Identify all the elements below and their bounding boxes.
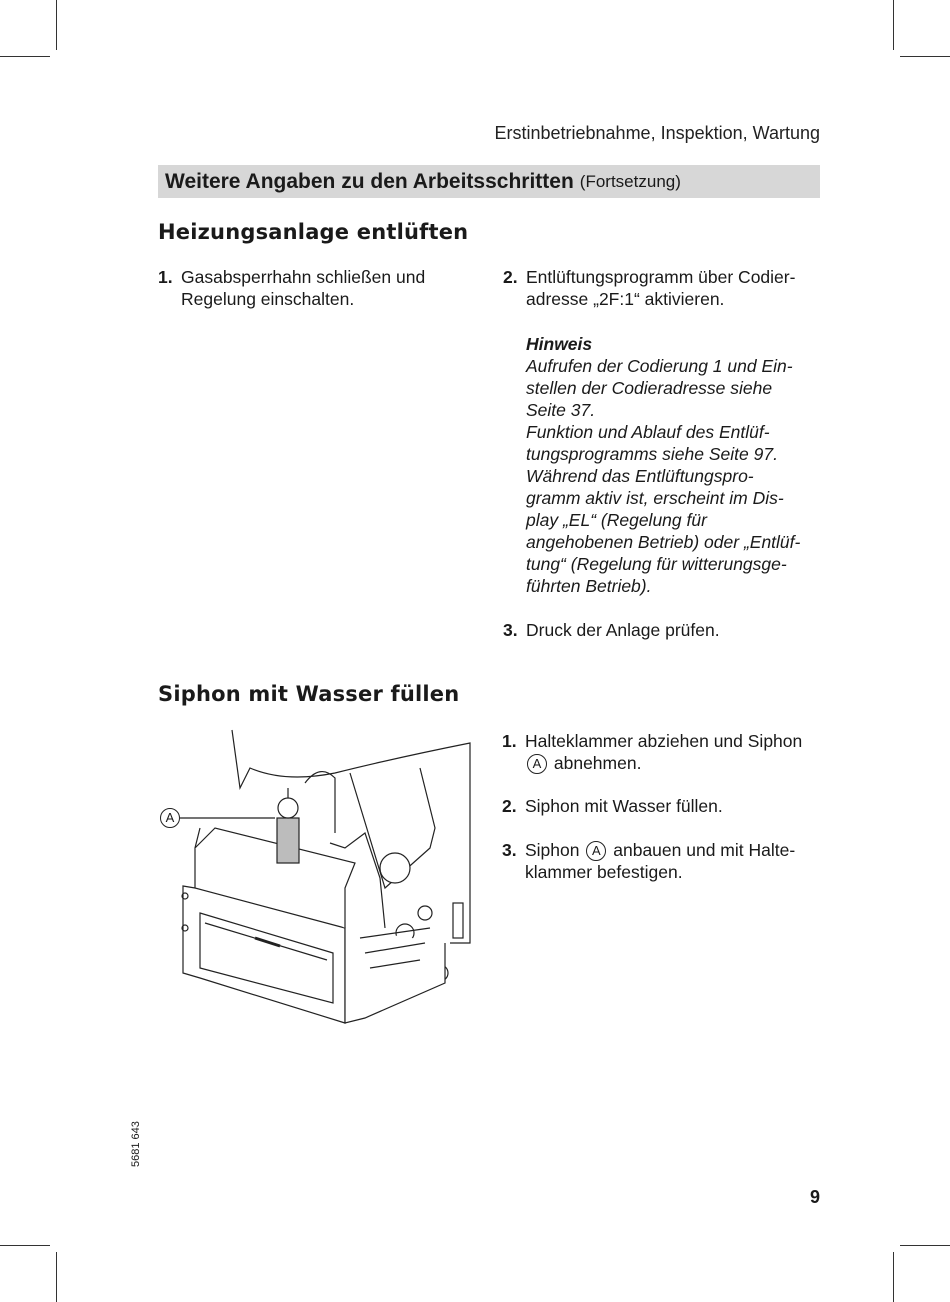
crop-mark	[893, 0, 894, 50]
figure-marker-a: A	[160, 808, 180, 828]
section-title: Weitere Angaben zu den Arbeitsschritten	[165, 169, 574, 193]
heading-siphon: Siphon mit Wasser füllen	[158, 682, 460, 706]
section-title-bar	[158, 165, 820, 198]
siphon-step-1	[502, 730, 832, 774]
page-number: 9	[809, 1187, 820, 1207]
step-text: Entlüftungsprogramm über Codier- adresse „2F:1“ aktivieren.	[526, 267, 796, 309]
crop-mark	[893, 1252, 894, 1302]
marker-a: A	[527, 754, 547, 774]
crop-mark	[56, 0, 57, 50]
crop-mark	[56, 1252, 57, 1302]
step-text-part: Halteklammer abziehen und Siphon	[525, 731, 803, 751]
step-number: 1.	[158, 267, 173, 287]
crop-mark	[900, 56, 950, 57]
step-text	[525, 839, 832, 883]
step-text-part: Siphon	[525, 840, 580, 860]
heading-heating: Heizungsanlage entlüften	[158, 220, 469, 244]
heating-step-2	[503, 266, 833, 310]
heating-step-3	[503, 619, 833, 641]
marker-a: A	[586, 841, 606, 861]
document-number: 5681 643	[130, 1121, 142, 1167]
heating-step-1	[158, 266, 478, 310]
step-number: 1.	[502, 731, 517, 751]
siphon-step-2	[502, 795, 832, 817]
hint-text: Aufrufen der Codierung 1 und Ein- stellen der Codieradresse siehe Seite 37. Funktion und Ablauf des Entlüf- tungsprogramms siehe Seite 97. Während das Entlüftungspro- gramm aktiv ist, erscheint im Dis- play „EL“ (Regelung für angehobenen Betrieb) oder „Entlüf- tung“ (Regelung für witterungsge- führten Betrieb).	[526, 356, 801, 596]
step-number: 3.	[503, 620, 518, 640]
crop-mark	[0, 1245, 50, 1246]
crop-mark	[0, 56, 50, 57]
step-text: Gasabsperrhahn schließen und Regelung einschalten.	[181, 267, 426, 309]
crop-mark	[900, 1245, 950, 1246]
chapter-header: Erstinbetriebnahme, Inspektion, Wartung	[494, 123, 820, 143]
section-suffix: (Fortsetzung)	[579, 171, 681, 191]
step-text-part: anbauen und mit Halte-	[613, 840, 796, 860]
step-text-part: abnehmen.	[553, 753, 642, 773]
step-number: 2.	[503, 267, 518, 287]
hint-title: Hinweis	[526, 334, 593, 354]
step-text	[525, 730, 832, 774]
siphon-step-3	[502, 839, 832, 883]
step-text-part: klammer befestigen.	[525, 862, 683, 882]
boiler-siphon-illustration	[155, 728, 475, 1028]
step-text: Druck der Anlage prüfen.	[526, 620, 720, 640]
step-number: 2.	[502, 796, 517, 816]
step-number: 3.	[502, 840, 517, 860]
step-text: Siphon mit Wasser füllen.	[525, 796, 723, 816]
